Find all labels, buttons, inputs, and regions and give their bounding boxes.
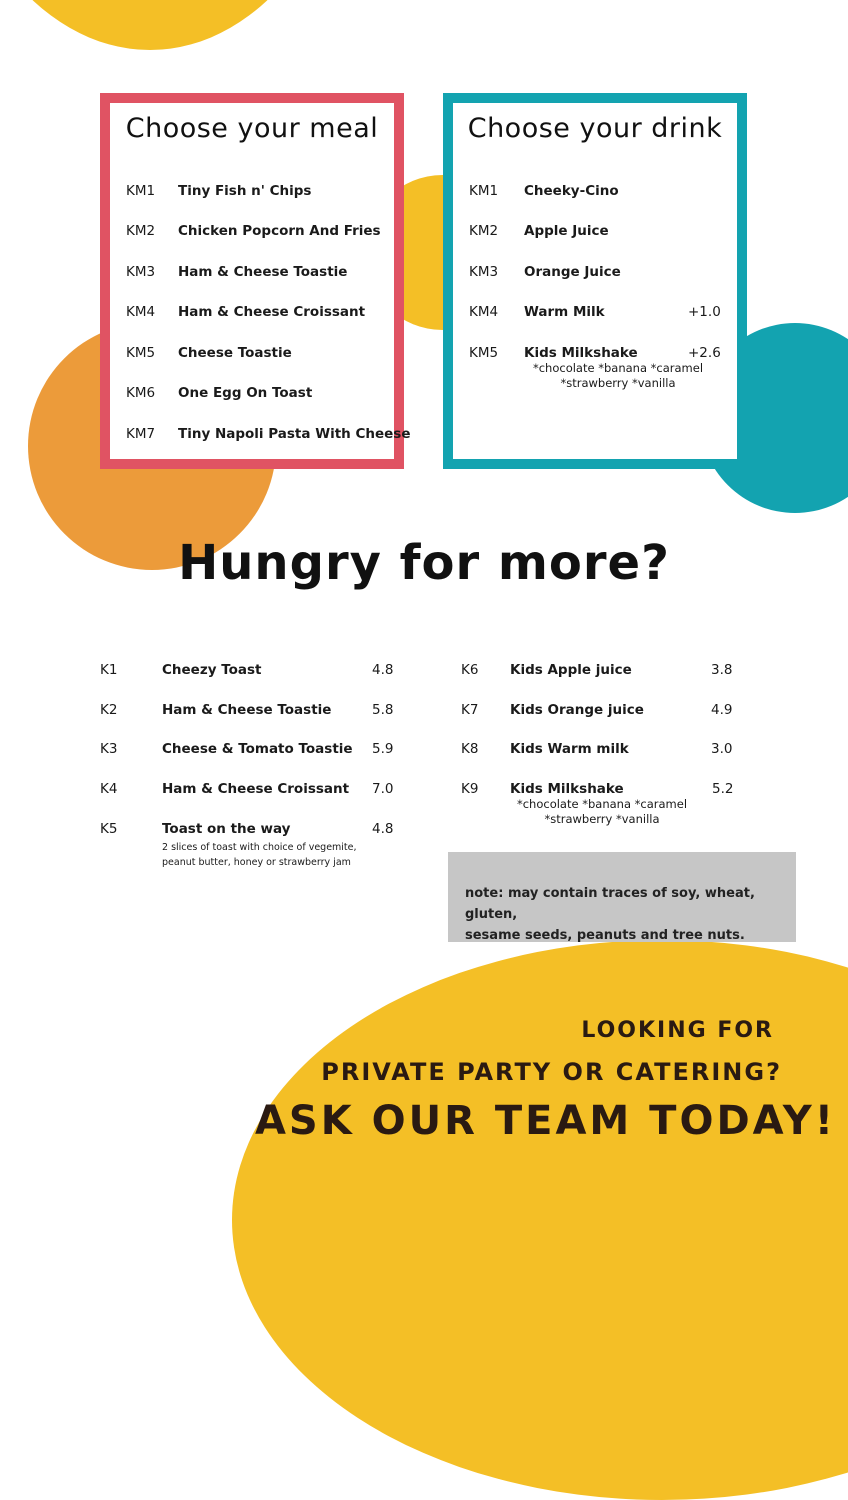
- drink-code: KM3: [469, 264, 499, 280]
- menu-name: Toast on the way: [162, 821, 291, 837]
- menu-code: K4: [100, 781, 118, 797]
- menu-price: 4.8: [372, 821, 394, 837]
- meal-code: KM5: [126, 345, 156, 361]
- drink-code: KM1: [469, 183, 499, 199]
- menu-name: Kids Apple juice: [510, 662, 632, 678]
- menu-name: Ham & Cheese Croissant: [162, 781, 350, 797]
- k9-flavours: [506, 797, 698, 827]
- menu-code: K9: [461, 781, 479, 797]
- promo-line-1: LOOKING FOR: [581, 1018, 774, 1043]
- allergy-note-line: sesame seeds, peanuts and tree nuts.: [465, 928, 745, 943]
- drink-name: Warm Milk: [524, 304, 605, 320]
- menu-name: Kids Orange juice: [510, 702, 644, 718]
- drink-code: KM5: [469, 345, 499, 361]
- meal-name: Ham & Cheese Toastie: [178, 264, 348, 280]
- top-yellow-blob: [0, 0, 360, 50]
- menu-code: K6: [461, 662, 479, 678]
- meal-name: Cheese Toastie: [178, 345, 292, 361]
- drink-code: KM2: [469, 223, 499, 239]
- menu-price: 5.2: [712, 781, 734, 797]
- meal-name: One Egg On Toast: [178, 385, 313, 401]
- meal-code: KM6: [126, 385, 156, 401]
- menu-name: Ham & Cheese Toastie: [162, 702, 332, 718]
- drink-name: Apple Juice: [524, 223, 609, 239]
- menu-name: Cheese & Tomato Toastie: [162, 741, 353, 757]
- drink-name: Kids Milkshake: [524, 345, 638, 361]
- meal-name: Tiny Fish n' Chips: [178, 183, 312, 199]
- meal-code: KM7: [126, 426, 156, 442]
- meal-card: [100, 93, 411, 469]
- menu-price: 5.8: [372, 702, 394, 718]
- meal-card-title: Choose your meal: [125, 113, 379, 144]
- menu-price: 3.8: [711, 662, 733, 678]
- menu-code: K1: [100, 662, 118, 678]
- milkshake-flavours-line: *strawberry *vanilla: [560, 376, 676, 390]
- menu-code: K3: [100, 741, 118, 757]
- menu-price: 4.9: [711, 702, 733, 718]
- drink-price: +1.0: [688, 304, 721, 320]
- menu-name: Kids Warm milk: [510, 741, 629, 757]
- menu-price: 3.0: [711, 741, 733, 757]
- menu-code: K2: [100, 702, 118, 718]
- menu-price: 5.9: [372, 741, 394, 757]
- meal-code: KM4: [126, 304, 156, 320]
- k9-flavours-line: *strawberry *vanilla: [544, 812, 660, 826]
- toast-description: [162, 840, 357, 870]
- menu-price: 7.0: [372, 781, 394, 797]
- menu-code: K8: [461, 741, 479, 757]
- meal-name: Chicken Popcorn And Fries: [178, 223, 381, 239]
- toast-description-line: peanut butter, honey or strawberry jam: [162, 857, 351, 868]
- promo-line-2: PRIVATE PARTY OR CATERING?: [321, 1058, 782, 1086]
- toast-description-line: 2 slices of toast with choice of vegemite,: [162, 842, 357, 853]
- drink-price: +2.6: [688, 345, 721, 361]
- drink-name: Orange Juice: [524, 264, 621, 280]
- drink-card-title: Choose your drink: [467, 113, 723, 144]
- allergy-note: [448, 852, 796, 942]
- promo-line-3: ASK OUR TEAM TODAY!: [254, 1098, 836, 1144]
- menu-code: K7: [461, 702, 479, 718]
- meal-name: Tiny Napoli Pasta With Cheese: [178, 426, 411, 442]
- menu-name: Kids Milkshake: [510, 781, 624, 797]
- milkshake-flavours-line: *chocolate *banana *caramel: [532, 361, 704, 375]
- k9-flavours-line: *chocolate *banana *caramel: [516, 797, 688, 811]
- hungry-for-more-heading: Hungry for more?: [178, 535, 670, 591]
- menu-price: 4.8: [372, 662, 394, 678]
- drink-card: [443, 93, 747, 469]
- menu-name: Cheezy Toast: [162, 662, 262, 678]
- drink-name: Cheeky-Cino: [524, 183, 619, 199]
- meal-code: KM2: [126, 223, 156, 239]
- meal-name: Ham & Cheese Croissant: [178, 304, 366, 320]
- milkshake-flavours: [503, 361, 733, 391]
- meal-code: KM3: [126, 264, 156, 280]
- menu-code: K5: [100, 821, 118, 837]
- meal-code: KM1: [126, 183, 156, 199]
- allergy-note-line: note: may contain traces of soy, wheat, gluten,: [465, 886, 755, 922]
- drink-code: KM4: [469, 304, 499, 320]
